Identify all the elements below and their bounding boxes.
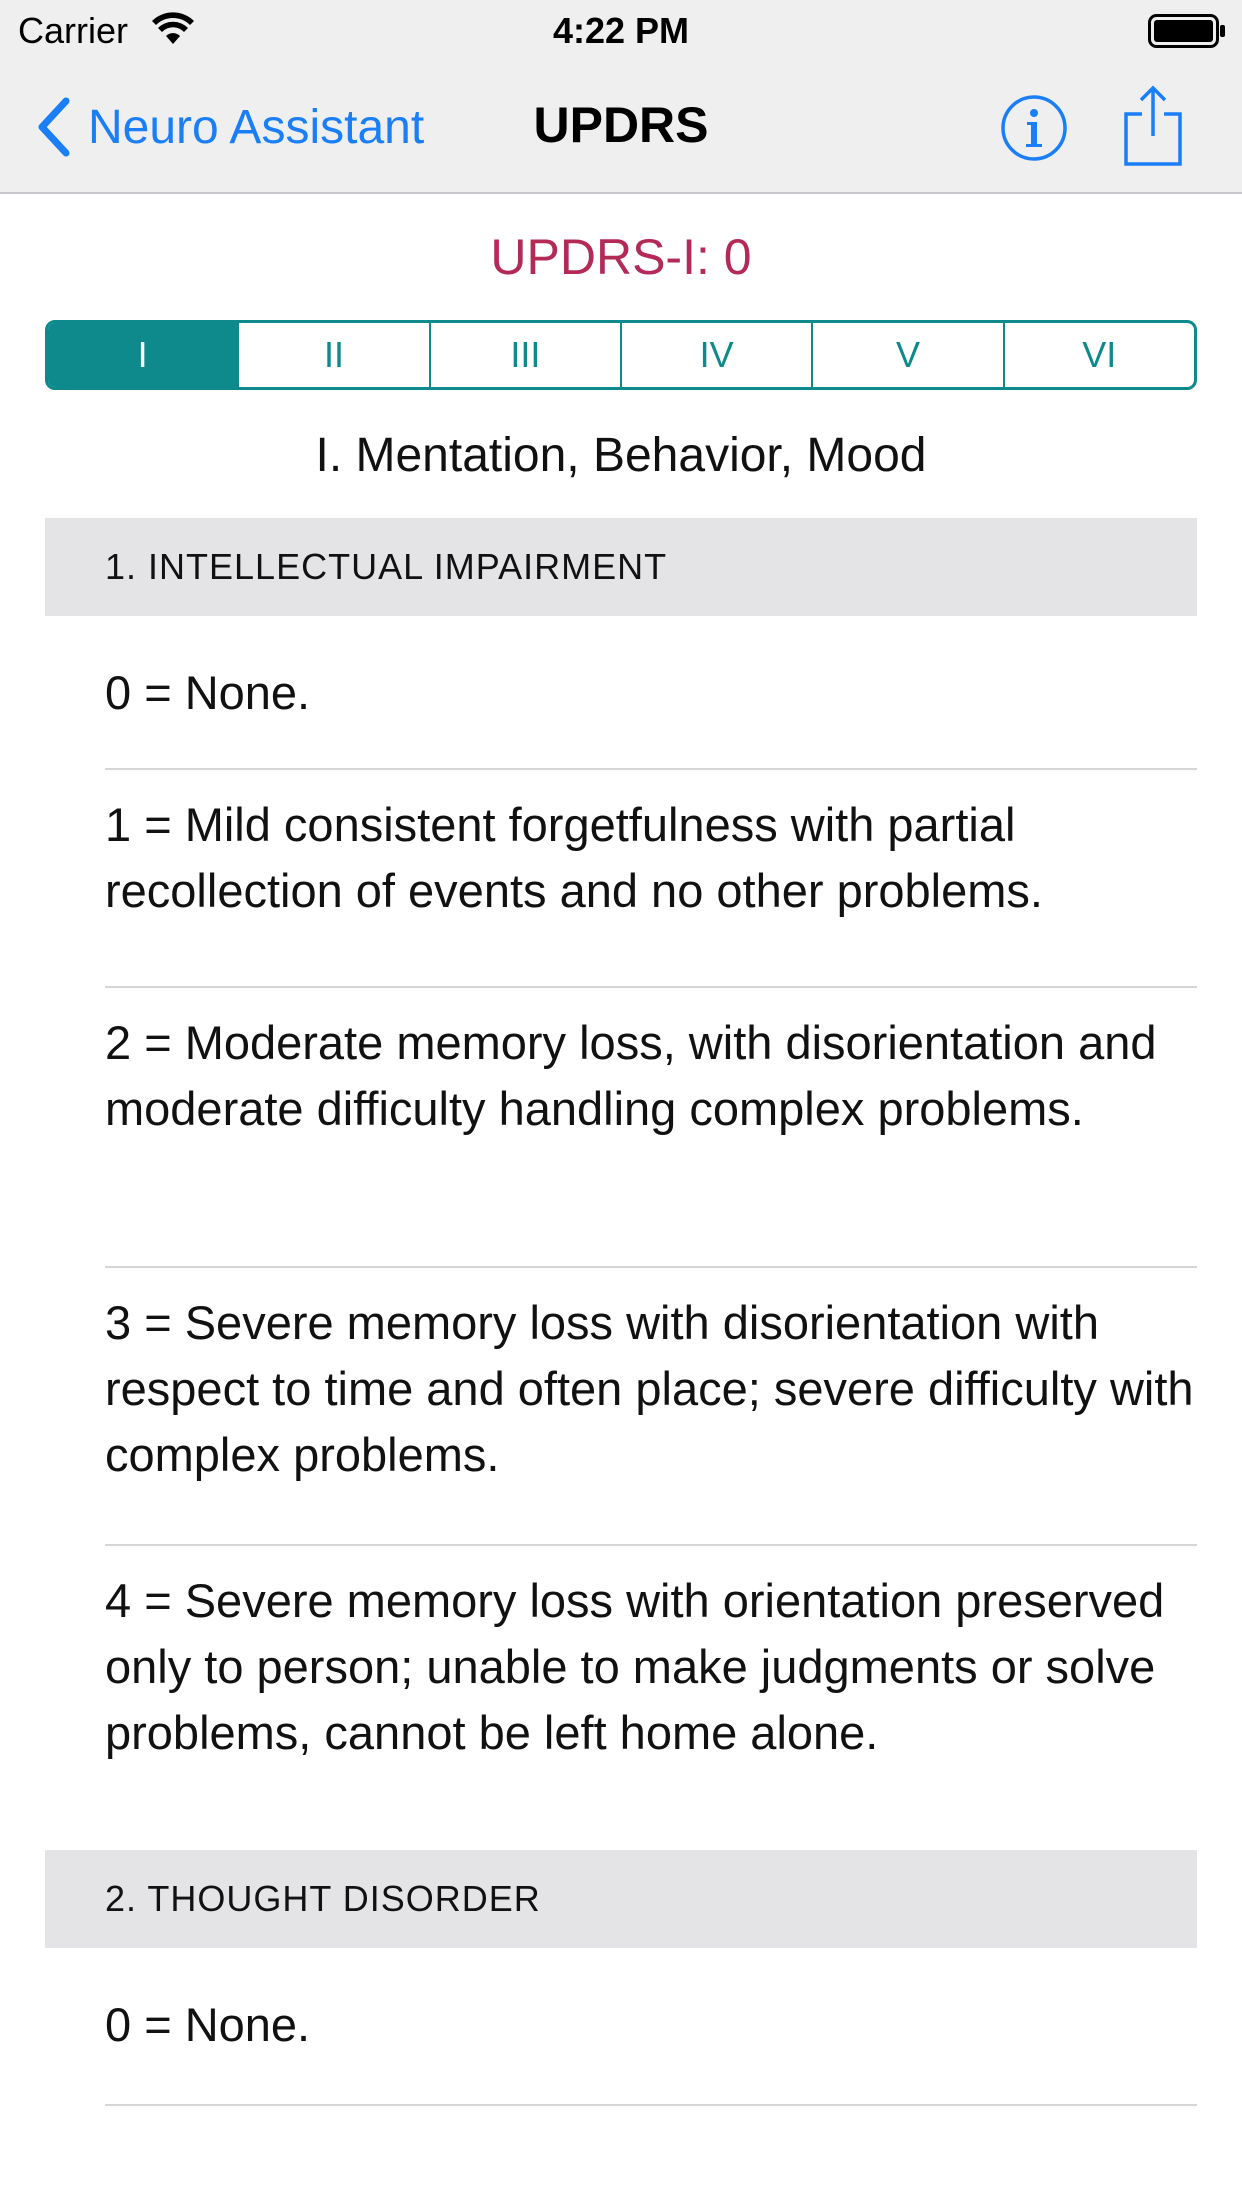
section-title: I. Mentation, Behavior, Mood <box>315 429 927 482</box>
option-row[interactable]: 2 = Moderate memory loss, with disorientation and moderate difficulty handling complex problems. <box>105 988 1197 1268</box>
segment-iv[interactable]: IV <box>620 323 811 387</box>
segment-ii[interactable]: II <box>237 323 428 387</box>
option-row[interactable]: 0 = None. <box>105 616 1197 770</box>
option-row[interactable]: 3 = Severe memory loss with disorientation with respect to time and often place; severe difficulty with complex problems. <box>105 1268 1197 1546</box>
carrier-label: Carrier <box>18 10 129 51</box>
score-label: UPDRS-I: 0 <box>490 229 752 285</box>
option-row[interactable]: 0 = None. <box>105 1948 1197 2106</box>
section-segmented-control[interactable] <box>45 320 1197 390</box>
battery-icon <box>1148 14 1226 48</box>
group-header: 2. THOUGHT DISORDER <box>45 1850 1197 1948</box>
segment-vi[interactable]: VI <box>1003 323 1194 387</box>
share-icon[interactable] <box>1122 84 1184 168</box>
navigation-bar <box>0 0 1242 194</box>
option-row[interactable]: 1 = Mild consistent forgetfulness with partial recollection of events and no other problems. <box>105 770 1197 988</box>
status-time: 4:22 PM <box>552 10 690 51</box>
page-title: UPDRS <box>533 97 709 153</box>
option-row[interactable]: 4 = Severe memory loss with orientation preserved only to person; unable to make judgments or solve problems, cannot be left home alone. <box>105 1574 1165 1759</box>
back-button-label: Neuro Assistant <box>88 100 425 154</box>
options-list <box>45 518 1197 2106</box>
info-icon[interactable] <box>1000 94 1068 162</box>
segment-i[interactable]: I <box>48 323 237 387</box>
segment-iii[interactable]: III <box>429 323 620 387</box>
group-header: 1. INTELLECTUAL IMPAIRMENT <box>45 518 1197 616</box>
segment-v[interactable]: V <box>811 323 1002 387</box>
